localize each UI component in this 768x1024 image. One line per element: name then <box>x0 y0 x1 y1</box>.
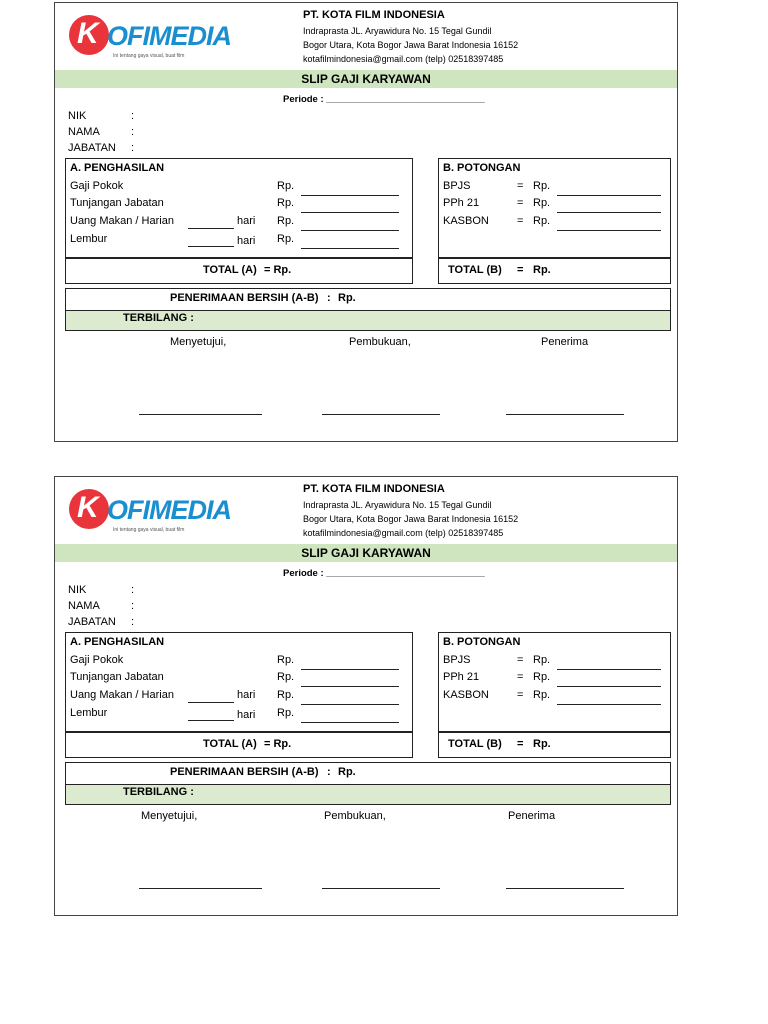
slip-title: SLIP GAJI KARYAWAN <box>301 72 431 86</box>
employee-field-label: NAMA <box>68 600 100 612</box>
hari-label: hari <box>237 215 256 227</box>
penghasilan-item: Lembur <box>70 707 108 719</box>
penghasilan-heading: A. PENGHASILAN <box>70 162 165 174</box>
penghasilan-item: Tunjangan Jabatan <box>70 671 164 683</box>
penghasilan-rp: Rp. <box>277 215 295 227</box>
total-b-eq: = <box>517 738 524 750</box>
amount-line <box>301 704 399 705</box>
signature-line <box>139 414 262 415</box>
potongan-heading: B. POTONGAN <box>443 162 521 174</box>
potongan-eq: = <box>517 689 524 701</box>
signature-line <box>506 888 624 889</box>
amount-line <box>557 704 661 705</box>
amount-line <box>301 212 399 213</box>
slip-title: SLIP GAJI KARYAWAN <box>301 546 431 560</box>
potongan-heading: B. POTONGAN <box>443 636 521 648</box>
company-name: PT. KOTA FILM INDONESIA <box>303 9 445 21</box>
employee-field-colon: : <box>131 142 135 154</box>
net-pay-box <box>65 288 671 311</box>
signature-label: Penerima <box>508 810 556 822</box>
logo-tagline: Ini tentang gaya visual, buat film <box>113 527 185 533</box>
employee-field-colon: : <box>131 584 135 596</box>
penghasilan-item: Lembur <box>70 233 108 245</box>
hari-count-line <box>188 228 234 229</box>
total-b-rp: Rp. <box>533 738 551 750</box>
potongan-rp: Rp. <box>533 197 551 209</box>
amount-line <box>557 195 661 196</box>
company-contact: kotafilmindonesia@gmail.com (telp) 02518397485 <box>303 54 504 64</box>
net-pay-colon: : <box>327 766 331 778</box>
signature-label: Pembukuan, <box>324 810 386 822</box>
signature-label: Penerima <box>541 336 589 348</box>
potongan-eq: = <box>517 180 524 192</box>
potongan-item: BPJS <box>443 654 471 666</box>
penghasilan-item: Tunjangan Jabatan <box>70 197 164 209</box>
employee-field-colon: : <box>131 110 135 122</box>
potongan-item: PPh 21 <box>443 197 480 209</box>
logo-text: OFIMEDIA <box>107 495 231 525</box>
signature-line <box>139 888 262 889</box>
penghasilan-item: Gaji Pokok <box>70 654 124 666</box>
terbilang-label: TERBILANG : <box>123 312 194 324</box>
net-pay-rp: Rp. <box>338 766 356 778</box>
amount-line <box>557 212 661 213</box>
employee-field-label: JABATAN <box>68 616 116 628</box>
potongan-item: KASBON <box>443 689 489 701</box>
amount-line <box>557 230 661 231</box>
company-address-2: Bogor Utara, Kota Bogor Jawa Barat Indonesia 16152 <box>303 40 519 50</box>
total-a-rp: = Rp. <box>264 264 292 276</box>
penghasilan-rp: Rp. <box>277 707 295 719</box>
hari-label: hari <box>237 235 256 247</box>
potongan-eq: = <box>517 671 524 683</box>
total-a-label: TOTAL (A) <box>203 264 257 276</box>
amount-line <box>301 230 399 231</box>
periode-field: Periode : ______________________________ <box>283 94 485 105</box>
logo-text: OFIMEDIA <box>107 21 231 51</box>
employee-field-colon: : <box>131 616 135 628</box>
penghasilan-rp: Rp. <box>277 654 295 666</box>
company-address-1: Indraprasta JL. Aryawidura No. 15 Tegal Gundil <box>303 26 492 36</box>
employee-field-colon: : <box>131 126 135 138</box>
potongan-eq: = <box>517 215 524 227</box>
amount-line <box>301 669 399 670</box>
net-pay-box <box>65 762 671 785</box>
hari-count-line <box>188 720 234 721</box>
penghasilan-item: Gaji Pokok <box>70 180 124 192</box>
hari-label: hari <box>237 709 256 721</box>
signature-line <box>506 414 624 415</box>
potongan-rp: Rp. <box>533 180 551 192</box>
signature-line <box>322 888 440 889</box>
terbilang-label: TERBILANG : <box>123 786 194 798</box>
amount-line <box>557 686 661 687</box>
total-b-label: TOTAL (B) <box>448 264 502 276</box>
total-a-label: TOTAL (A) <box>203 738 257 750</box>
employee-field-label: JABATAN <box>68 142 116 154</box>
employee-field-label: NIK <box>68 584 87 596</box>
amount-line <box>557 669 661 670</box>
amount-line <box>301 195 399 196</box>
potongan-item: PPh 21 <box>443 671 480 683</box>
potongan-rp: Rp. <box>533 215 551 227</box>
amount-line <box>301 686 399 687</box>
penghasilan-rp: Rp. <box>277 689 295 701</box>
logo-tagline: Ini tentang gaya visual, buat film <box>113 53 185 59</box>
potongan-eq: = <box>517 654 524 666</box>
net-pay-label: PENERIMAAN BERSIH (A-B) <box>170 766 319 778</box>
total-b-eq: = <box>517 264 524 276</box>
potongan-item: BPJS <box>443 180 471 192</box>
employee-field-label: NAMA <box>68 126 100 138</box>
company-logo <box>69 489 231 535</box>
hari-count-line <box>188 702 234 703</box>
potongan-rp: Rp. <box>533 654 551 666</box>
potongan-item: KASBON <box>443 215 489 227</box>
penghasilan-rp: Rp. <box>277 233 295 245</box>
logo-letter: K <box>77 17 99 50</box>
penghasilan-rp: Rp. <box>277 197 295 209</box>
penghasilan-item: Uang Makan / Harian <box>70 689 174 701</box>
employee-field-colon: : <box>131 600 135 612</box>
penghasilan-rp: Rp. <box>277 180 295 192</box>
company-logo <box>69 15 231 61</box>
hari-count-line <box>188 246 234 247</box>
amount-line <box>301 248 399 249</box>
net-pay-rp: Rp. <box>338 292 356 304</box>
penghasilan-item: Uang Makan / Harian <box>70 215 174 227</box>
periode-field: Periode : ______________________________ <box>283 568 485 579</box>
penghasilan-heading: A. PENGHASILAN <box>70 636 165 648</box>
signature-label: Pembukuan, <box>349 336 411 348</box>
potongan-rp: Rp. <box>533 671 551 683</box>
payslip-form <box>54 476 678 916</box>
company-contact: kotafilmindonesia@gmail.com (telp) 02518397485 <box>303 528 504 538</box>
signature-line <box>322 414 440 415</box>
signature-label: Menyetujui, <box>141 810 198 822</box>
net-pay-label: PENERIMAAN BERSIH (A-B) <box>170 292 319 304</box>
payslip-form <box>54 2 678 442</box>
signature-label: Menyetujui, <box>170 336 227 348</box>
hari-label: hari <box>237 689 256 701</box>
total-b-label: TOTAL (B) <box>448 738 502 750</box>
company-address-1: Indraprasta JL. Aryawidura No. 15 Tegal Gundil <box>303 500 492 510</box>
penghasilan-rp: Rp. <box>277 671 295 683</box>
company-address-2: Bogor Utara, Kota Bogor Jawa Barat Indonesia 16152 <box>303 514 519 524</box>
potongan-eq: = <box>517 197 524 209</box>
net-pay-colon: : <box>327 292 331 304</box>
company-name: PT. KOTA FILM INDONESIA <box>303 483 445 495</box>
logo-letter: K <box>77 491 99 524</box>
total-a-rp: = Rp. <box>264 738 292 750</box>
potongan-rp: Rp. <box>533 689 551 701</box>
amount-line <box>301 722 399 723</box>
employee-field-label: NIK <box>68 110 87 122</box>
total-b-rp: Rp. <box>533 264 551 276</box>
